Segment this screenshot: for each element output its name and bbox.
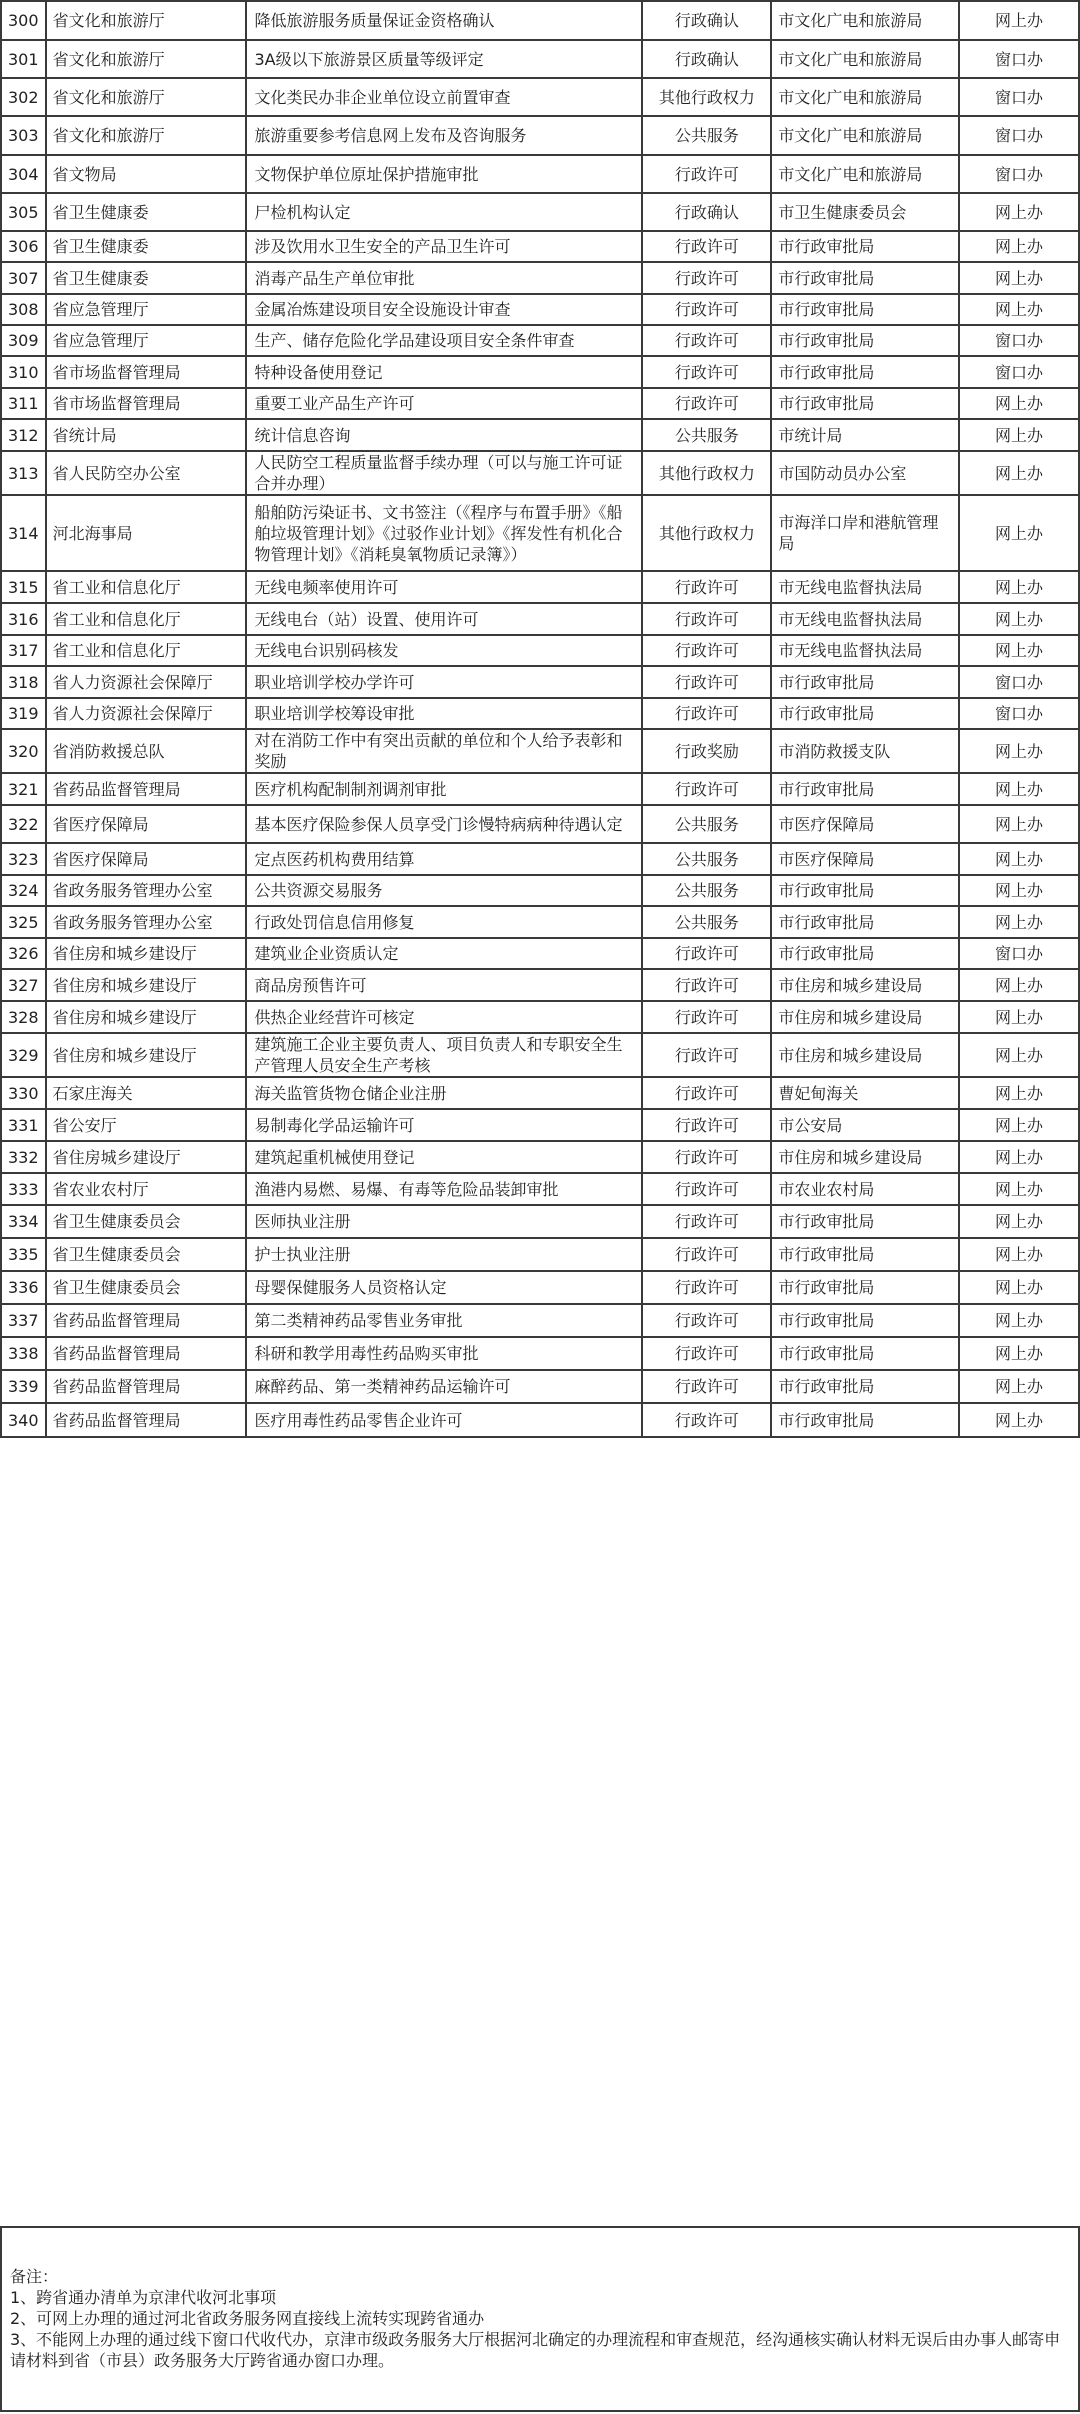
handling-agency-cell: 市文化广电和旅游局 (771, 1, 959, 40)
item-type-cell: 公共服务 (642, 805, 771, 843)
handling-mode-cell: 窗口办 (959, 356, 1079, 388)
department-cell: 省工业和信息化厅 (46, 571, 246, 603)
row-number: 328 (1, 1001, 46, 1033)
item-type-cell: 行政许可 (642, 1370, 771, 1403)
item-type-cell: 行政确认 (642, 40, 771, 78)
item-name-cell: 统计信息咨询 (246, 419, 643, 451)
department-cell: 省应急管理厅 (46, 325, 246, 356)
item-type-cell: 行政许可 (642, 356, 771, 388)
department-cell: 河北海事局 (46, 495, 246, 571)
item-type-cell: 公共服务 (642, 875, 771, 906)
table-row (1, 356, 1079, 388)
handling-mode-cell: 网上办 (959, 1238, 1079, 1271)
item-type-cell: 行政许可 (642, 1109, 771, 1141)
item-name-cell: 无线电台识别码核发 (246, 635, 643, 666)
table-row (1, 388, 1079, 419)
row-number: 315 (1, 571, 46, 603)
item-type-cell: 行政许可 (642, 1403, 771, 1437)
handling-agency-cell: 市行政审批局 (771, 231, 959, 262)
row-number: 311 (1, 388, 46, 419)
handling-agency-cell: 市住房和城乡建设局 (771, 969, 959, 1001)
handling-mode-cell: 网上办 (959, 451, 1079, 495)
department-cell: 省人民防空办公室 (46, 451, 246, 495)
handling-agency-cell: 市行政审批局 (771, 773, 959, 805)
handling-agency-cell: 市无线电监督执法局 (771, 571, 959, 603)
handling-agency-cell: 市医疗保障局 (771, 805, 959, 843)
handling-agency-cell: 市消防救援支队 (771, 729, 959, 773)
table-row (1, 155, 1079, 193)
table-row (1, 1033, 1079, 1077)
item-name-cell: 职业培训学校办学许可 (246, 666, 643, 698)
department-cell: 省统计局 (46, 419, 246, 451)
department-cell: 省文化和旅游厅 (46, 40, 246, 78)
handling-agency-cell: 市医疗保障局 (771, 843, 959, 875)
item-type-cell: 行政许可 (642, 666, 771, 698)
table-row (1, 635, 1079, 666)
table-row (1, 1109, 1079, 1141)
notes-heading: 备注： (10, 2267, 59, 2286)
handling-agency-cell: 市行政审批局 (771, 1205, 959, 1238)
handling-mode-cell: 网上办 (959, 875, 1079, 906)
row-number: 339 (1, 1370, 46, 1403)
department-cell: 省工业和信息化厅 (46, 635, 246, 666)
row-number: 302 (1, 78, 46, 116)
department-cell: 省医疗保障局 (46, 805, 246, 843)
row-number: 321 (1, 773, 46, 805)
handling-mode-cell: 网上办 (959, 262, 1079, 294)
notes-section (0, 2226, 1080, 2412)
handling-mode-cell: 网上办 (959, 635, 1079, 666)
handling-mode-cell: 网上办 (959, 1077, 1079, 1109)
table-row (1, 1304, 1079, 1337)
department-cell: 省工业和信息化厅 (46, 603, 246, 635)
item-name-cell: 船舶防污染证书、文书签注（《程序与布置手册》《船舶垃圾管理计划》《过驳作业计划》《挥发性有机化合物管理计划》《消耗臭氧物质记录簿》） (246, 495, 643, 571)
item-type-cell: 行政许可 (642, 1271, 771, 1304)
department-cell: 省住房和城乡建设厅 (46, 1033, 246, 1077)
handling-agency-cell: 市住房和城乡建设局 (771, 1001, 959, 1033)
handling-mode-cell: 窗口办 (959, 698, 1079, 729)
handling-mode-cell: 窗口办 (959, 666, 1079, 698)
handling-agency-cell: 曹妃甸海关 (771, 1077, 959, 1109)
item-type-cell: 行政许可 (642, 698, 771, 729)
item-type-cell: 行政许可 (642, 1238, 771, 1271)
item-type-cell: 行政许可 (642, 1173, 771, 1205)
department-cell: 省人力资源社会保障厅 (46, 666, 246, 698)
item-name-cell: 基本医疗保险参保人员享受门诊慢特病病种待遇认定 (246, 805, 643, 843)
department-cell: 省政务服务管理办公室 (46, 875, 246, 906)
row-number: 306 (1, 231, 46, 262)
table-row (1, 666, 1079, 698)
item-type-cell: 公共服务 (642, 843, 771, 875)
item-name-cell: 定点医药机构费用结算 (246, 843, 643, 875)
department-cell: 省医疗保障局 (46, 843, 246, 875)
handling-mode-cell: 网上办 (959, 495, 1079, 571)
row-number: 329 (1, 1033, 46, 1077)
row-number: 327 (1, 969, 46, 1001)
handling-agency-cell: 市行政审批局 (771, 356, 959, 388)
department-cell: 省政务服务管理办公室 (46, 906, 246, 938)
item-name-cell: 建筑起重机械使用登记 (246, 1141, 643, 1173)
handling-mode-cell: 窗口办 (959, 40, 1079, 78)
item-name-cell: 医疗机构配制制剂调剂审批 (246, 773, 643, 805)
handling-mode-cell: 网上办 (959, 805, 1079, 843)
item-name-cell: 公共资源交易服务 (246, 875, 643, 906)
department-cell: 省市场监督管理局 (46, 388, 246, 419)
department-cell: 省住房和城乡建设厅 (46, 969, 246, 1001)
service-table-body (1, 1, 1079, 1437)
table-row (1, 1337, 1079, 1370)
handling-mode-cell: 窗口办 (959, 938, 1079, 969)
table-row (1, 116, 1079, 155)
row-number: 325 (1, 906, 46, 938)
table-row (1, 1173, 1079, 1205)
row-number: 304 (1, 155, 46, 193)
item-type-cell: 行政许可 (642, 155, 771, 193)
row-number: 322 (1, 805, 46, 843)
item-name-cell: 麻醉药品、第一类精神药品运输许可 (246, 1370, 643, 1403)
handling-agency-cell: 市农业农村局 (771, 1173, 959, 1205)
item-name-cell: 易制毒化学品运输许可 (246, 1109, 643, 1141)
department-cell: 省农业农村厅 (46, 1173, 246, 1205)
table-row (1, 729, 1079, 773)
handling-mode-cell: 窗口办 (959, 325, 1079, 356)
item-type-cell: 行政许可 (642, 938, 771, 969)
item-name-cell: 生产、储存危险化学品建设项目安全条件审查 (246, 325, 643, 356)
handling-agency-cell: 市行政审批局 (771, 938, 959, 969)
item-type-cell: 行政许可 (642, 1141, 771, 1173)
item-name-cell: 文物保护单位原址保护措施审批 (246, 155, 643, 193)
item-type-cell: 行政许可 (642, 635, 771, 666)
handling-mode-cell: 窗口办 (959, 116, 1079, 155)
row-number: 334 (1, 1205, 46, 1238)
item-name-cell: 母婴保健服务人员资格认定 (246, 1271, 643, 1304)
row-number: 333 (1, 1173, 46, 1205)
row-number: 326 (1, 938, 46, 969)
department-cell: 石家庄海关 (46, 1077, 246, 1109)
row-number: 340 (1, 1403, 46, 1437)
handling-agency-cell: 市统计局 (771, 419, 959, 451)
item-name-cell: 降低旅游服务质量保证金资格确认 (246, 1, 643, 40)
item-type-cell: 公共服务 (642, 906, 771, 938)
handling-agency-cell: 市卫生健康委员会 (771, 193, 959, 231)
table-row (1, 1238, 1079, 1271)
item-type-cell: 公共服务 (642, 116, 771, 155)
handling-agency-cell: 市行政审批局 (771, 388, 959, 419)
department-cell: 省文化和旅游厅 (46, 78, 246, 116)
row-number: 324 (1, 875, 46, 906)
handling-mode-cell: 网上办 (959, 1141, 1079, 1173)
item-name-cell: 旅游重要参考信息网上发布及咨询服务 (246, 116, 643, 155)
handling-agency-cell: 市行政审批局 (771, 1370, 959, 1403)
handling-agency-cell: 市海洋口岸和港航管理局 (771, 495, 959, 571)
handling-agency-cell: 市行政审批局 (771, 1337, 959, 1370)
item-type-cell: 行政确认 (642, 1, 771, 40)
table-row (1, 843, 1079, 875)
department-cell: 省药品监督管理局 (46, 1304, 246, 1337)
item-name-cell: 人民防空工程质量监督手续办理（可以与施工许可证合并办理） (246, 451, 643, 495)
table-row (1, 969, 1079, 1001)
row-number: 312 (1, 419, 46, 451)
item-name-cell: 建筑业企业资质认定 (246, 938, 643, 969)
table-row (1, 325, 1079, 356)
table-row (1, 875, 1079, 906)
table-row (1, 1, 1079, 40)
handling-agency-cell: 市行政审批局 (771, 875, 959, 906)
table-row (1, 262, 1079, 294)
item-type-cell: 行政许可 (642, 969, 771, 1001)
row-number: 323 (1, 843, 46, 875)
table-row (1, 231, 1079, 262)
note-line-3: 3、不能网上办理的通过线下窗口代收代办，京津市级政务服务大厅根据河北确定的办理流程和审查规范，经沟通核实确认材料无误后由办事人邮寄申请材料到省（市县）政务服务大厅跨省通办窗口办理。 (10, 2330, 1061, 2370)
table-row (1, 1271, 1079, 1304)
row-number: 337 (1, 1304, 46, 1337)
table-row (1, 698, 1079, 729)
item-name-cell: 医师执业注册 (246, 1205, 643, 1238)
handling-agency-cell: 市行政审批局 (771, 1304, 959, 1337)
handling-agency-cell: 市无线电监督执法局 (771, 603, 959, 635)
table-row (1, 1001, 1079, 1033)
item-type-cell: 行政确认 (642, 193, 771, 231)
note-line-1: 1、跨省通办清单为京津代收河北事项 (10, 2288, 277, 2307)
handling-mode-cell: 网上办 (959, 1370, 1079, 1403)
handling-mode-cell: 网上办 (959, 1109, 1079, 1141)
item-name-cell: 渔港内易燃、易爆、有毒等危险品装卸审批 (246, 1173, 643, 1205)
row-number: 319 (1, 698, 46, 729)
row-number: 309 (1, 325, 46, 356)
department-cell: 省卫生健康委员会 (46, 1238, 246, 1271)
handling-agency-cell: 市行政审批局 (771, 325, 959, 356)
row-number: 320 (1, 729, 46, 773)
item-name-cell: 供热企业经营许可核定 (246, 1001, 643, 1033)
item-name-cell: 涉及饮用水卫生安全的产品卫生许可 (246, 231, 643, 262)
item-type-cell: 行政许可 (642, 262, 771, 294)
table-row (1, 78, 1079, 116)
handling-mode-cell: 网上办 (959, 1001, 1079, 1033)
row-number: 316 (1, 603, 46, 635)
item-type-cell: 行政许可 (642, 1001, 771, 1033)
department-cell: 省应急管理厅 (46, 294, 246, 325)
item-name-cell: 金属冶炼建设项目安全设施设计审查 (246, 294, 643, 325)
department-cell: 省住房和城乡建设厅 (46, 1001, 246, 1033)
item-type-cell: 行政奖励 (642, 729, 771, 773)
item-name-cell: 第二类精神药品零售业务审批 (246, 1304, 643, 1337)
department-cell: 省公安厅 (46, 1109, 246, 1141)
item-name-cell: 科研和教学用毒性药品购买审批 (246, 1337, 643, 1370)
row-number: 300 (1, 1, 46, 40)
handling-mode-cell: 网上办 (959, 603, 1079, 635)
item-name-cell: 行政处罚信息信用修复 (246, 906, 643, 938)
handling-agency-cell: 市住房和城乡建设局 (771, 1033, 959, 1077)
department-cell: 省卫生健康委 (46, 231, 246, 262)
table-row (1, 40, 1079, 78)
row-number: 303 (1, 116, 46, 155)
table-row (1, 294, 1079, 325)
note-line-2: 2、可网上办理的通过河北省政务服务网直接线上流转实现跨省通办 (10, 2309, 485, 2328)
handling-mode-cell: 网上办 (959, 1304, 1079, 1337)
department-cell: 省市场监督管理局 (46, 356, 246, 388)
item-name-cell: 特种设备使用登记 (246, 356, 643, 388)
handling-mode-cell: 网上办 (959, 388, 1079, 419)
department-cell: 省住房城乡建设厅 (46, 1141, 246, 1173)
item-name-cell: 对在消防工作中有突出贡献的单位和个人给予表彰和奖励 (246, 729, 643, 773)
department-cell: 省文化和旅游厅 (46, 116, 246, 155)
item-type-cell: 行政许可 (642, 231, 771, 262)
table-row (1, 1403, 1079, 1437)
item-type-cell: 其他行政权力 (642, 495, 771, 571)
handling-agency-cell: 市公安局 (771, 1109, 959, 1141)
department-cell: 省卫生健康委 (46, 193, 246, 231)
item-type-cell: 行政许可 (642, 1304, 771, 1337)
table-row (1, 1205, 1079, 1238)
table-row (1, 773, 1079, 805)
handling-agency-cell: 市文化广电和旅游局 (771, 155, 959, 193)
item-type-cell: 行政许可 (642, 1205, 771, 1238)
item-type-cell: 其他行政权力 (642, 451, 771, 495)
item-type-cell: 行政许可 (642, 1077, 771, 1109)
department-cell: 省卫生健康委员会 (46, 1271, 246, 1304)
item-type-cell: 行政许可 (642, 325, 771, 356)
item-type-cell: 其他行政权力 (642, 78, 771, 116)
row-number: 310 (1, 356, 46, 388)
table-row (1, 451, 1079, 495)
handling-agency-cell: 市行政审批局 (771, 698, 959, 729)
handling-agency-cell: 市行政审批局 (771, 262, 959, 294)
item-name-cell: 尸检机构认定 (246, 193, 643, 231)
table-row (1, 603, 1079, 635)
item-type-cell: 行政许可 (642, 388, 771, 419)
handling-mode-cell: 网上办 (959, 906, 1079, 938)
department-cell: 省人力资源社会保障厅 (46, 698, 246, 729)
table-row (1, 495, 1079, 571)
handling-mode-cell: 窗口办 (959, 78, 1079, 116)
table-row (1, 906, 1079, 938)
department-cell: 省药品监督管理局 (46, 773, 246, 805)
item-name-cell: 护士执业注册 (246, 1238, 643, 1271)
item-type-cell: 行政许可 (642, 571, 771, 603)
item-name-cell: 文化类民办非企业单位设立前置审查 (246, 78, 643, 116)
row-number: 308 (1, 294, 46, 325)
handling-mode-cell: 网上办 (959, 571, 1079, 603)
department-cell: 省消防救援总队 (46, 729, 246, 773)
row-number: 305 (1, 193, 46, 231)
department-cell: 省药品监督管理局 (46, 1337, 246, 1370)
item-type-cell: 公共服务 (642, 419, 771, 451)
handling-mode-cell: 网上办 (959, 1271, 1079, 1304)
department-cell: 省卫生健康委员会 (46, 1205, 246, 1238)
table-row (1, 805, 1079, 843)
row-number: 330 (1, 1077, 46, 1109)
handling-agency-cell: 市文化广电和旅游局 (771, 78, 959, 116)
handling-mode-cell: 网上办 (959, 1205, 1079, 1238)
handling-mode-cell: 网上办 (959, 773, 1079, 805)
handling-mode-cell: 网上办 (959, 1403, 1079, 1437)
table-row (1, 571, 1079, 603)
handling-mode-cell: 窗口办 (959, 155, 1079, 193)
table-row (1, 1141, 1079, 1173)
item-name-cell: 重要工业产品生产许可 (246, 388, 643, 419)
handling-mode-cell: 网上办 (959, 1337, 1079, 1370)
row-number: 318 (1, 666, 46, 698)
item-type-cell: 行政许可 (642, 603, 771, 635)
row-number: 331 (1, 1109, 46, 1141)
handling-mode-cell: 网上办 (959, 193, 1079, 231)
department-cell: 省药品监督管理局 (46, 1370, 246, 1403)
item-name-cell: 海关监管货物仓储企业注册 (246, 1077, 643, 1109)
handling-mode-cell: 网上办 (959, 729, 1079, 773)
handling-mode-cell: 网上办 (959, 231, 1079, 262)
department-cell: 省住房和城乡建设厅 (46, 938, 246, 969)
handling-agency-cell: 市行政审批局 (771, 1238, 959, 1271)
table-row (1, 1077, 1079, 1109)
row-number: 338 (1, 1337, 46, 1370)
row-number: 335 (1, 1238, 46, 1271)
row-number: 317 (1, 635, 46, 666)
table-row (1, 938, 1079, 969)
item-name-cell: 3A级以下旅游景区质量等级评定 (246, 40, 643, 78)
item-type-cell: 行政许可 (642, 773, 771, 805)
department-cell: 省药品监督管理局 (46, 1403, 246, 1437)
handling-agency-cell: 市行政审批局 (771, 294, 959, 325)
row-number: 336 (1, 1271, 46, 1304)
handling-mode-cell: 网上办 (959, 1173, 1079, 1205)
row-number: 307 (1, 262, 46, 294)
table-row (1, 193, 1079, 231)
item-name-cell: 无线电频率使用许可 (246, 571, 643, 603)
handling-agency-cell: 市文化广电和旅游局 (771, 116, 959, 155)
handling-mode-cell: 网上办 (959, 1, 1079, 40)
handling-mode-cell: 网上办 (959, 969, 1079, 1001)
row-number: 332 (1, 1141, 46, 1173)
item-name-cell: 职业培训学校筹设审批 (246, 698, 643, 729)
handling-mode-cell: 网上办 (959, 843, 1079, 875)
handling-agency-cell: 市行政审批局 (771, 1271, 959, 1304)
table-row (1, 419, 1079, 451)
handling-agency-cell: 市文化广电和旅游局 (771, 40, 959, 78)
row-number: 314 (1, 495, 46, 571)
item-name-cell: 消毒产品生产单位审批 (246, 262, 643, 294)
handling-agency-cell: 市无线电监督执法局 (771, 635, 959, 666)
handling-mode-cell: 网上办 (959, 419, 1079, 451)
item-name-cell: 商品房预售许可 (246, 969, 643, 1001)
department-cell: 省卫生健康委 (46, 262, 246, 294)
item-type-cell: 行政许可 (642, 294, 771, 325)
department-cell: 省文化和旅游厅 (46, 1, 246, 40)
row-number: 313 (1, 451, 46, 495)
handling-mode-cell: 网上办 (959, 294, 1079, 325)
handling-agency-cell: 市住房和城乡建设局 (771, 1141, 959, 1173)
item-type-cell: 行政许可 (642, 1033, 771, 1077)
item-type-cell: 行政许可 (642, 1337, 771, 1370)
table-row (1, 1370, 1079, 1403)
handling-agency-cell: 市行政审批局 (771, 1403, 959, 1437)
department-cell: 省文物局 (46, 155, 246, 193)
handling-mode-cell: 网上办 (959, 1033, 1079, 1077)
item-name-cell: 无线电台（站）设置、使用许可 (246, 603, 643, 635)
handling-agency-cell: 市国防动员办公室 (771, 451, 959, 495)
item-name-cell: 建筑施工企业主要负责人、项目负责人和专职安全生产管理人员安全生产考核 (246, 1033, 643, 1077)
row-number: 301 (1, 40, 46, 78)
handling-agency-cell: 市行政审批局 (771, 906, 959, 938)
handling-agency-cell: 市行政审批局 (771, 666, 959, 698)
item-name-cell: 医疗用毒性药品零售企业许可 (246, 1403, 643, 1437)
